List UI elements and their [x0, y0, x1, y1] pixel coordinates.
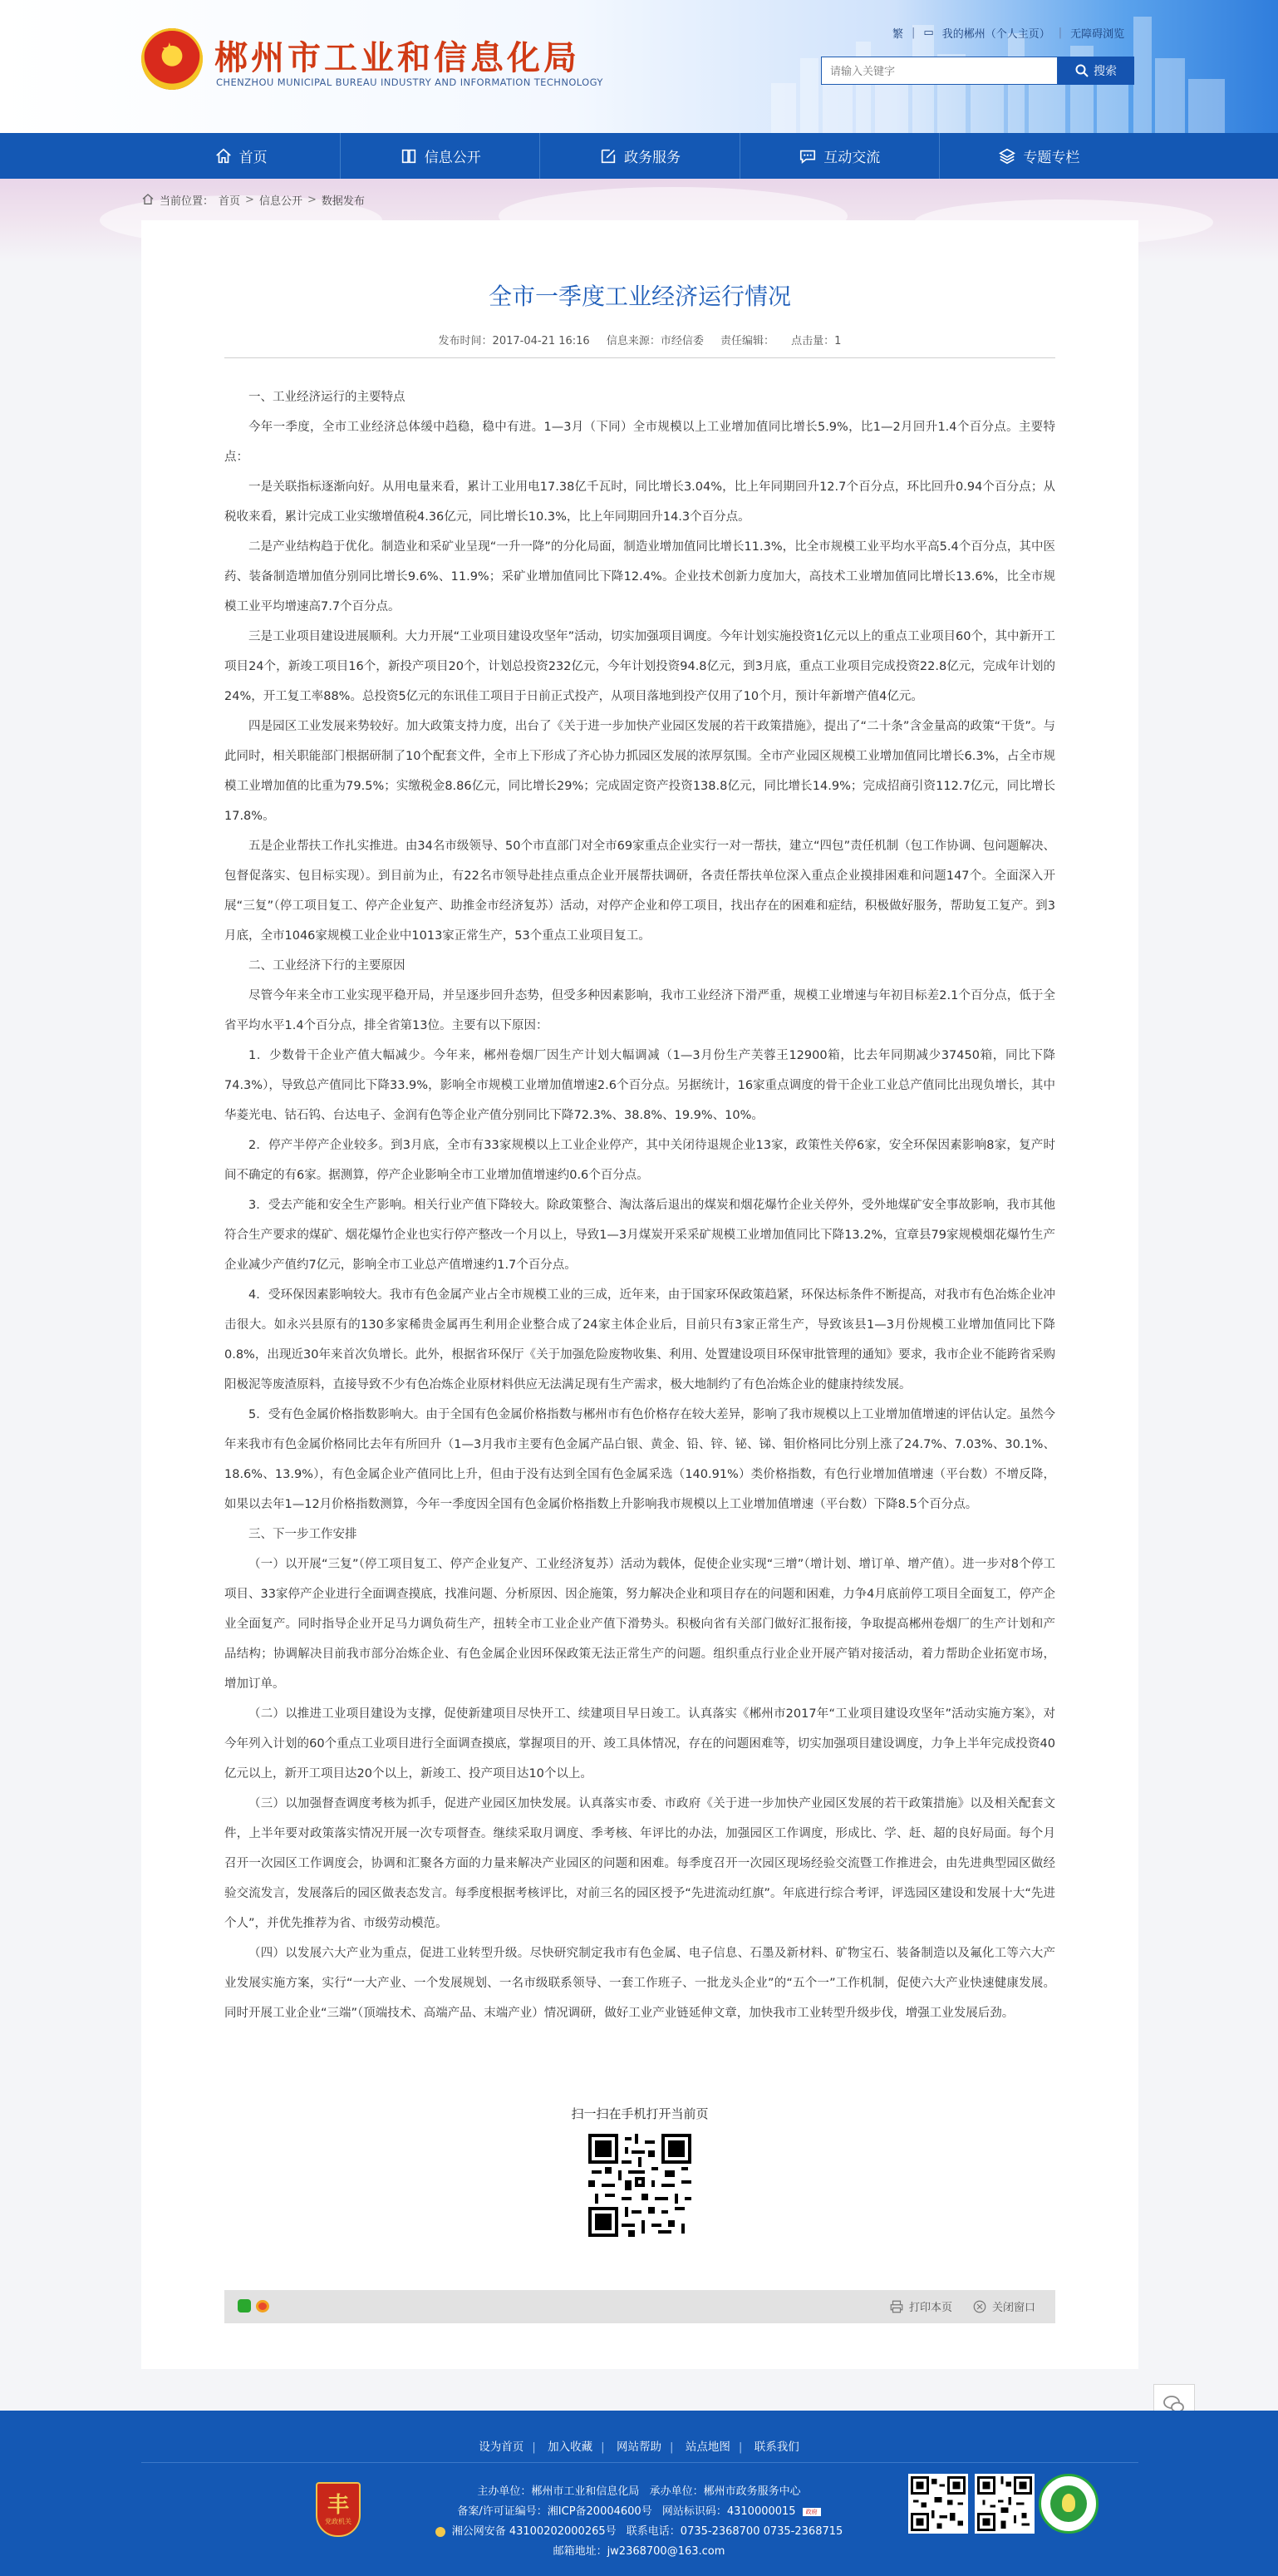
- top-links: [892, 25, 1124, 41]
- nav-item-label: 政务服务: [624, 150, 681, 166]
- article-paragraph: 三是工业项目建设进展顺利。大力开展“工业项目建设攻坚年”活动，切实加强项目调度。今年计划实施投资1亿元以上的重点工业项目60个，其中新开工项目24个，新竣工项目16个，新投产项目20个，计划总投资232亿元，今年计划投资94.8亿元，到3月底，重点工业项目完成投资22.8亿元，完成年计划的24%，开工复工率88%。总投资5亿元的东讯佳工项目于日前正式投产，从项目落地到投产仅用了10个月，预计年新增产值4亿元。: [224, 630, 1055, 703]
- section-heading: 二、工业经济下行的主要原因: [248, 959, 406, 973]
- weibo-share-icon[interactable]: [256, 2300, 269, 2312]
- nav-item-interaction[interactable]: [740, 133, 940, 179]
- public-security-record[interactable]: 湘公网安备 43100202000265号: [451, 2525, 617, 2538]
- info-source: 信息来源：市经信委: [606, 335, 704, 347]
- article-paragraph: （三）以加强督查调度考核为抓手，促进产业园区加快发展。认真落实市委、市政府《关于进一步加快产业园区发展的若干政策措施》以及相关配套文件，上半年要对政策落实情况开展一次专项督查。继续采取月调度、季考核、年评比的办法，加强园区工作调度，形成比、学、赶、超的良好局面。每个月召开一次园区工作调度会，协调和汇聚各方面的力量来解决产业园区的问题和困难。每季度召开一次园区现场经验交流暨工作推进会，由先进典型园区做经验交流发言，发展落后的园区做表态发言。每季度根据考核评比，对前三名的园区授予“先进流动红旗”。年底进行综合考评，评选园区建设和发展十大“先进个人”，并优先推荐为省、市级劳动模范。: [224, 1797, 1055, 1930]
- gov-website-seal[interactable]: [1039, 2474, 1099, 2534]
- site-identifier: 网站标识码：4310000015: [661, 2505, 796, 2518]
- article-paragraph: 二是产业结构趋于优化。制造业和采矿业呈现“一升一降”的分化局面，制造业增加值同比增长11.3%，比全市规模工业平均水平高5.4个百分点，其中医药、装备制造增加值分别同比增长9.6%、11.9%；采矿业增加值同比下降12.4%。企业技术创新力度加大，高技术工业增加值同比增长13.6%，比全市规模工业平均增速高7.7个百分点。: [224, 540, 1055, 613]
- badge-text: 党政机关: [325, 2517, 351, 2525]
- article-paragraph: 尽管今年来全市工业实现平稳开局，并呈逐步回升态势，但受多种因素影响，我市工业经济下滑严重，规模工业增速与年初目标差2.1个百分点，低于全省平均水平1.4个百分点，排全省第13位。主要有以下原因：: [224, 989, 1055, 1032]
- site-map-link[interactable]: 站点地图: [685, 2441, 730, 2454]
- article-card: [141, 220, 1138, 2369]
- layers-icon: [998, 147, 1016, 165]
- footer-divider: [141, 2462, 1138, 2463]
- badge-glyph: 丰: [327, 2492, 349, 2518]
- breadcrumb-home[interactable]: 首页: [219, 195, 241, 208]
- site-header: [0, 0, 1278, 133]
- footer-links: 设为首页 | 加入收藏 | 网站帮助 | 站点地图 | 联系我们: [479, 2441, 799, 2454]
- search-button-label: 搜索: [1094, 65, 1117, 78]
- section-heading: 一、工业经济运行的主要特点: [248, 391, 406, 404]
- publish-time: 发布时间：2017-04-21 16:16: [438, 335, 590, 347]
- search-icon: [1075, 64, 1089, 77]
- close-window-button[interactable]: [972, 2298, 1035, 2314]
- printer-icon: [889, 2299, 904, 2314]
- search-button[interactable]: [1058, 57, 1134, 85]
- main-nav: [0, 133, 1278, 179]
- article-body: [224, 382, 1055, 2028]
- wechat-share-icon[interactable]: [238, 2299, 251, 2312]
- nav-item-label: 专题专栏: [1023, 150, 1080, 166]
- traditional-chinese-link[interactable]: 繁: [892, 28, 904, 41]
- breadcrumb: [141, 190, 365, 209]
- edit-icon: [599, 147, 617, 165]
- gov-cn-icon: 政府: [803, 2508, 821, 2516]
- share-toolbar: [224, 2290, 1055, 2323]
- responsible-editor: 责任编辑：: [720, 335, 775, 347]
- article-paragraph: （四）以发展六大产业为重点，促进工业转型升级。尽快研究制定我市有色金属、电子信息、石墨及新材料、矿物宝石、装备制造以及氟化工等六大产业发展实施方案，实行“一大产业、一个发展规划、一名市级联系领导、一套工作班子、一批龙头企业”的“五个一”工作机制，促使六大产业快速健康发展。同时开展工业企业“三端”（顶端技术、高端产品、末端产业）情况调研，做好工业产业链延伸文章，加快我市工业转型升级步伐，增强工业发展后劲。: [224, 1947, 1055, 2020]
- print-button[interactable]: [889, 2298, 952, 2314]
- section-heading: 三、下一步工作安排: [248, 1528, 357, 1541]
- breadcrumb-separator: >: [307, 193, 317, 206]
- set-homepage-link[interactable]: 设为首页: [479, 2441, 524, 2454]
- close-label: 关闭窗口: [992, 2302, 1036, 2314]
- article-paragraph: 一是关联指标逐渐向好。从用电量来看，累计工业用电17.38亿千瓦时，同比增长3.04%，比上年同期回升12.7个百分点，环比回升0.94个百分点；从税收来看，累计完成工业实缴增值税4.36亿元，同比增长10.3%，比上年同期回升14.3个百分点。: [224, 480, 1055, 524]
- page-qr-code: [585, 2130, 695, 2240]
- separator: |: [1058, 27, 1063, 39]
- seal-emblem-icon: [1050, 2485, 1087, 2522]
- site-subtitle: CHENZHOU MUNICIPAL BUREAU INDUSTRY AND INFORMATION TECHNOLOGY: [216, 76, 603, 88]
- nav-item-gov-service[interactable]: [540, 133, 740, 179]
- title-divider: [224, 357, 1055, 358]
- nav-item-label: 信息公开: [424, 150, 481, 166]
- qr-caption: 扫一扫在手机打开当前页: [571, 2106, 709, 2121]
- organizer-unit: 承办单位：郴州市政务服务中心: [649, 2485, 801, 2498]
- breadcrumb-data-release[interactable]: 数据发布: [321, 195, 365, 208]
- article-paragraph: （二）以推进工业项目建设为支撑，促使新建项目尽快开工、续建项目早日竣工。认真落实《郴州市2017年“工业项目建设攻坚年”活动实施方案》，对今年列入计划的60个重点工业项目进行全面调查摸底，掌握项目的开、竣工具体情况，存在的问题困难等，切实加强项目建设调度，力争上半年完成投资40亿元以上，新开工项目达20个以上，新竣工、投产项目达10个以上。: [224, 1707, 1055, 1781]
- site-footer: [0, 2411, 1278, 2576]
- article-paragraph: 5．受有色金属价格指数影响大。由于全国有色金属价格指数与郴州市有色价格存在较大差异，影响了我市规模以上工业增加值增速的评估认定。虽然今年来我市有色金属价格同比去年有所回升（1—3月我市主要有色金属产品白银、黄金、铅、锌、铋、锑、钼价格同比分别上涨了24.7%、7.03%、30.1%、18.6%、13.9%），有色金属企业产值同比上升，但由于没有达到全国有色金属采选（140.91%）类价格指数，有色行业增加值增速（平台数）不增反降，如果以去年1—12月价格指数测算，今年一季度因全国有色金属价格指数上升影响我市规模以上工业增加值增速（平台数）下降8.5个百分点。: [224, 1408, 1055, 1511]
- site-help-link[interactable]: 网站帮助: [617, 2441, 661, 2454]
- chat-icon: [799, 147, 817, 165]
- site-title: 郴州市工业和信息化局: [214, 38, 580, 77]
- home-icon: [214, 147, 233, 165]
- nav-item-home[interactable]: [141, 133, 341, 179]
- article-paragraph: 1．少数骨干企业产值大幅减少。今年来，郴州卷烟厂因生产计划大幅调减（1—3月份生产芙蓉王12900箱，比去年同期减少37450箱，同比下降74.3%），导致总产值同比下降33.9%，影响全市规模工业增加值增速2.6个百分点。另据统计，16家重点调度的骨干企业工业总产值同比出现负增长，其中华菱光电、钴石钨、台达电子、金润有色等企业产值分别同比下降72.3%、38.8%、19.9%、10%。: [224, 1049, 1055, 1122]
- article-meta: [141, 332, 1138, 347]
- article-paragraph: 2．停产半停产企业较多。到3月底，全市有33家规模以上工业企业停产，其中关闭待退规企业13家，政策性关停6家，安全环保因素影响8家，复产时间不确定的有6家。据测算，停产企业影响全市工业增加值增速约0.6个百分点。: [224, 1139, 1055, 1182]
- footer-qr-code-1: [908, 2474, 968, 2534]
- monitor-icon: ▭: [923, 27, 934, 39]
- nav-item-special-topics[interactable]: [940, 133, 1138, 179]
- police-badge-icon: [435, 2527, 445, 2537]
- national-emblem-logo: ★: [141, 28, 203, 90]
- contact-email: 邮箱地址：jw2368700@163.com: [553, 2545, 725, 2558]
- book-icon: [400, 147, 418, 165]
- print-label: 打印本页: [909, 2302, 953, 2314]
- article-paragraph: 四是园区工业发展来势较好。加大政策支持力度，出台了《关于进一步加快产业园区发展的若干政策措施》，提出了“二十条”含金量高的政策“干货”。与此同时，相关职能部门根据研制了10个配套文件，全市上下形成了齐心协力抓园区发展的浓厚氛围。全市产业园区规模工业增加值同比增长6.3%，占全市规模工业增加值的比重为79.5%；实缴税金8.86亿元，同比增长29%；完成固定资产投资138.8亿元，同比增长14.9%；完成招商引资112.7亿元，同比增长17.8%。: [224, 720, 1055, 823]
- article-paragraph: （一）以开展“三复”（停工项目复工、停产企业复产、工业经济复苏）活动为载体，促使企业实现“三增”（增计划、增订单、增产值）。进一步对8个停工项目、33家停产企业进行全面调查摸底，找准问题、分析原因、因企施策，努力解决企业和项目存在的问题和困难，力争4月底前停工项目全面复工，停产企业全面复产。同时指导企业开足马力调负荷生产，扭转全市工业企业产值下滑势头。积极向省有关部门做好汇报衔接，争取提高郴州卷烟厂的生产计划和产品结构；协调解决目前我市部分冶炼企业、有色金属企业因环保政策无法正常生产的问题。组织重点行业企业开展产销对接活动，着力帮助企业拓宽市场，增加订单。: [224, 1558, 1055, 1691]
- nav-item-label: 互动交流: [823, 150, 881, 166]
- footer-qr-code-2: [975, 2474, 1035, 2534]
- article-title: 全市一季度工业经济运行情况: [488, 283, 791, 310]
- accessibility-link[interactable]: 无障碍浏览: [1070, 28, 1125, 41]
- sponsor-unit: 主办单位：郴州市工业和信息化局: [477, 2485, 640, 2498]
- hit-count: 点击量：1: [791, 335, 842, 347]
- breadcrumb-separator: >: [245, 193, 254, 206]
- search-input[interactable]: [821, 57, 1058, 85]
- breadcrumb-info-disclosure[interactable]: 信息公开: [258, 195, 302, 208]
- my-chenzhou-link[interactable]: 我的郴州（个人主页）: [941, 28, 1050, 41]
- close-icon: [972, 2299, 987, 2314]
- contact-phone: 联系电话：0735-2368700 0735-2368715: [626, 2525, 843, 2538]
- home-icon: [141, 193, 155, 206]
- article-paragraph: 3．受去产能和安全生产影响。相关行业产值下降较大。除政策整合、淘汰落后退出的煤炭和烟花爆竹企业关停外，受外地煤矿安全事故影响，我市其他符合生产要求的煤矿、烟花爆竹企业也实行停产整改一个月以上，导致1—3月煤炭开采采矿规模工业增加值同比下降13.2%，宜章县79家规模烟花爆竹生产企业减少产值约7亿元，影响全市工业总产值增速约1.7个百分点。: [224, 1199, 1055, 1272]
- article-paragraph: 4．受环保因素影响较大。我市有色金属产业占全市规模工业的三成，近年来，由于国家环保政策趋紧，环保达标条件不断提高，对我市有色冶炼企业冲击很大。如永兴县原有的130多家稀贵金属再生利用企业整合成了24家主体企业后，目前只有3家正常生产，导致该县1—3月份规模工业增加值同比下降0.8%，出现近30年来首次负增长。此外，根据省环保厅《关于加强危险废物收集、利用、处置建设项目环保审批管理的通知》要求，我市企业不能跨省采购阳极泥等废渣原料，直接导致不少有色冶炼企业原材料供应无法满足现有生产需求，极大地制约了有色冶炼企业的健康持续发展。: [224, 1288, 1055, 1391]
- article-paragraph: 五是企业帮扶工作扎实推进。由34名市级领导、50个市直部门对全市69家重点企业实行一对一帮扶，建立“四包”责任机制（包工作协调、包问题解决、包督促落实、包目标实现）。到目前为止，有22名市领导赴挂点重点企业开展帮扶调研，各责任帮扶单位深入重点企业摸排困难和问题147个。全面深入开展“三复”（停工项目复工、停产企业复产、助推金市经济复苏）活动，对停产企业和停工项目，找出存在的困难和症结，积极做好服务，帮助复工复产。到3月底，全市1046家规模工业企业中1013家正常生产，53个重点工业项目复工。: [224, 840, 1055, 943]
- article-paragraph: 今年一季度，全市工业经济总体缓中趋稳，稳中有进。1—3月（下同）全市规模以上工业增加值同比增长5.9%，比1—2月回升1.4个百分点。主要特点：: [224, 421, 1055, 464]
- separator: |: [912, 27, 916, 39]
- nav-item-label: 首页: [238, 150, 268, 166]
- nav-item-info-disclosure[interactable]: [341, 133, 540, 179]
- contact-us-link[interactable]: 联系我们: [754, 2441, 799, 2454]
- add-favorite-link[interactable]: 加入收藏: [548, 2441, 593, 2454]
- breadcrumb-prefix: 当前位置：: [160, 195, 214, 208]
- icp-record[interactable]: 备案/许可证编号：湘ICP备20004600号: [457, 2505, 652, 2518]
